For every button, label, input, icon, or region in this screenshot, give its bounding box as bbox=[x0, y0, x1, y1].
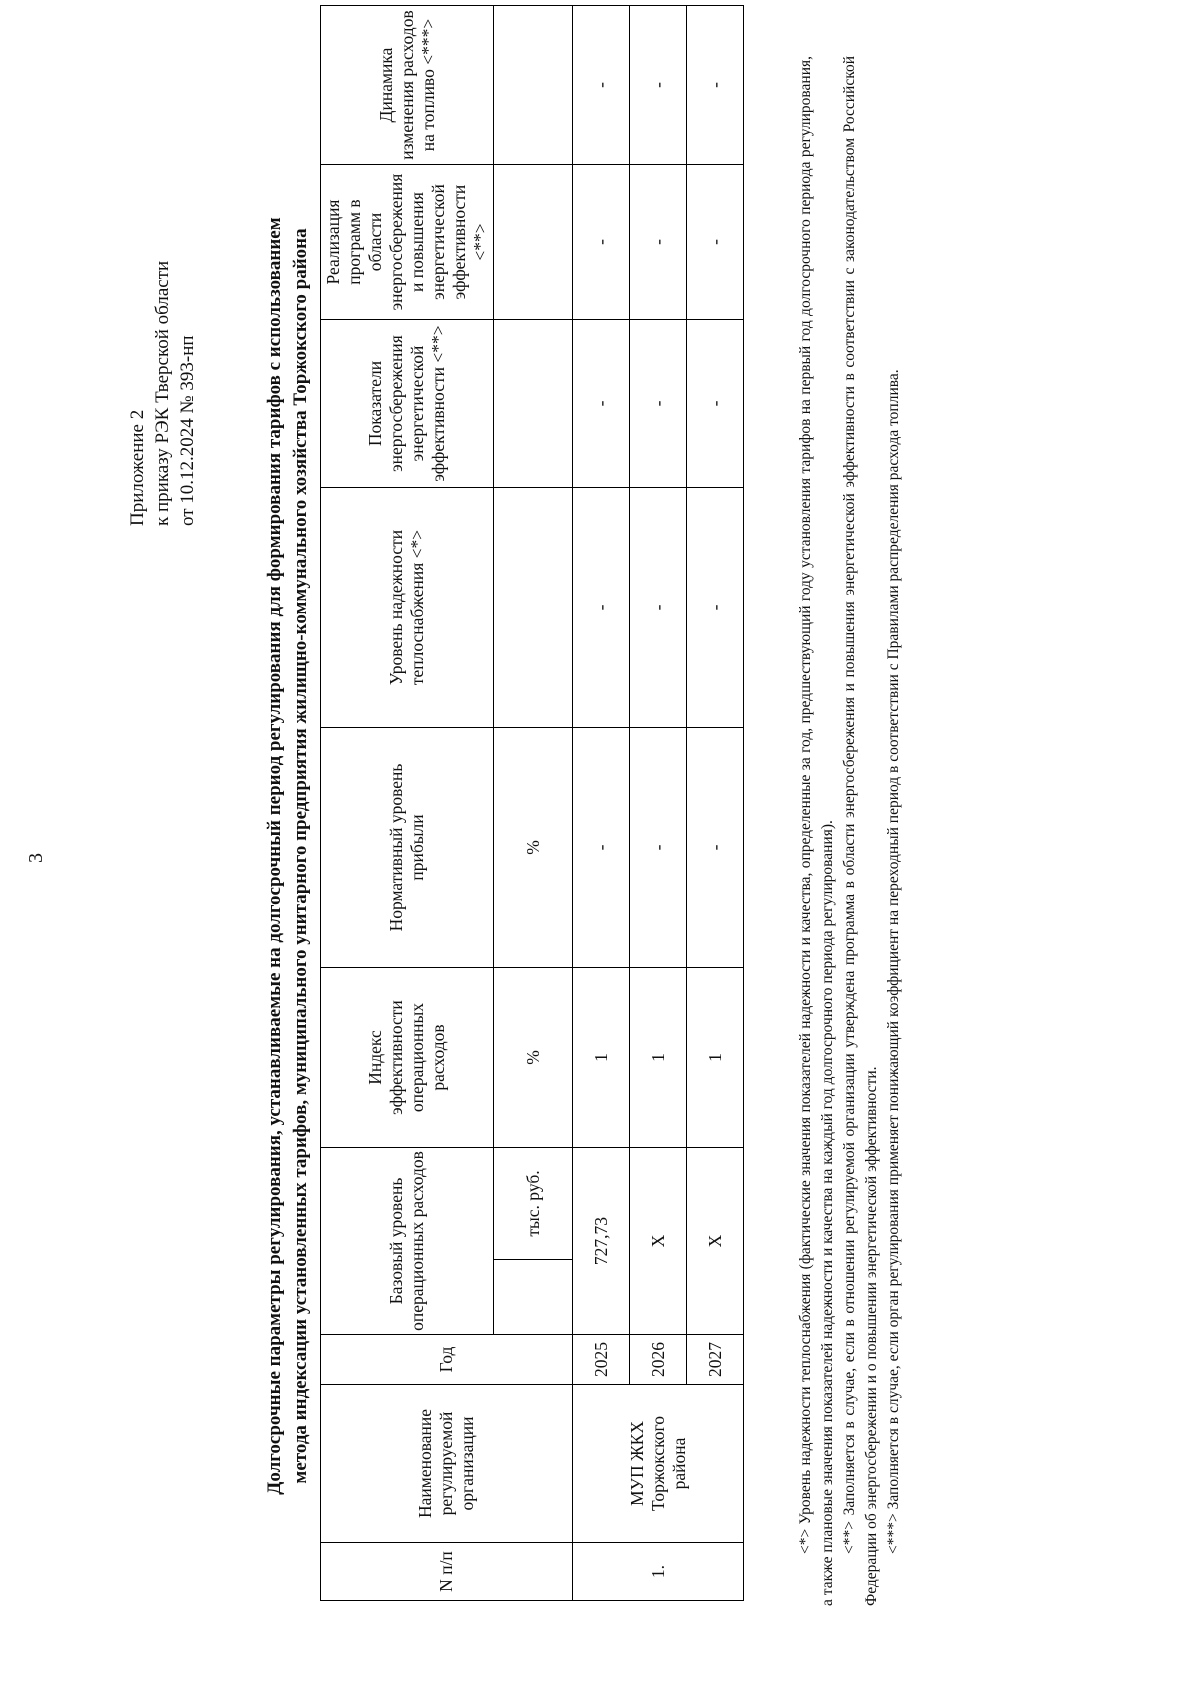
header-energy: Показатели энергосбережения энергетической эффективности <**> bbox=[321, 320, 494, 488]
unit-profit: % bbox=[494, 728, 573, 968]
row-num: 1. bbox=[573, 1543, 744, 1601]
cell-index: 1 bbox=[687, 968, 744, 1148]
page-number: 3 bbox=[25, 853, 47, 863]
unit-base: тыс. руб. bbox=[494, 1148, 573, 1260]
cell-reliability: - bbox=[687, 488, 744, 728]
appendix-line-1: Приложение 2 bbox=[127, 409, 148, 526]
parameters-table bbox=[320, 5, 744, 1601]
cell-energy: - bbox=[573, 320, 630, 488]
header-num: N п/п bbox=[321, 1543, 573, 1601]
footnote-fuel: <***> Заполняется в случае, если орган регулирования применяет понижающий коэффициент на переходный период в соответствии с Правилами распределения расхода топлива. bbox=[885, 369, 902, 1554]
footnote-energy: <**> Заполняется в случае, если в отношении регулируемой организации утверждена программа в области энергосбережения и повышения энергетической эффективности в соответствии с законодательством Российской Федерации об энергосбережении и о повышении энергетической эффективности. bbox=[841, 56, 880, 1606]
appendix-line-2: к приказу РЭК Тверской области bbox=[152, 260, 173, 526]
cell-index: 1 bbox=[630, 968, 687, 1148]
title-line-2: метода индексации установленных тарифов, муниципального унитарного предприятия жилищно-коммунального хозяйства Торжокского района bbox=[290, 228, 311, 1484]
cell-fuel: - bbox=[687, 6, 744, 165]
unit-empty bbox=[494, 6, 573, 165]
cell-base: Х bbox=[630, 1148, 687, 1335]
cell-profit: - bbox=[687, 728, 744, 968]
footnote-reliability: <*> Уровень надежности теплоснабжения (фактические значения показателей надежности и качества, определенные за год, предшествующий году установления тарифов на первый год долгосрочного периода регулирования, а также плановые значения показателей надежности и качества на каждый год долгосрочного периода регулирования). bbox=[797, 56, 836, 1606]
cell-energy: - bbox=[687, 320, 744, 488]
cell-year: 2027 bbox=[687, 1335, 744, 1385]
row-org: МУП ЖКХ Торжокского района bbox=[573, 1385, 744, 1543]
header-base: Базовый уровень операционных расходов bbox=[321, 1148, 494, 1335]
cell-energy: - bbox=[630, 320, 687, 488]
cell-programs: - bbox=[630, 165, 687, 320]
table-row bbox=[573, 6, 630, 1601]
header-year: Год bbox=[321, 1335, 573, 1385]
cell-programs: - bbox=[573, 165, 630, 320]
appendix-block bbox=[125, 246, 200, 526]
cell-programs: - bbox=[687, 165, 744, 320]
cell-base: Х bbox=[687, 1148, 744, 1335]
cell-fuel: - bbox=[573, 6, 630, 165]
table-row bbox=[630, 6, 687, 1601]
header-programs: Реализация программ в области энергосбережения и повышения энергетической эффективности <**> bbox=[321, 165, 494, 320]
unit-base-spacer bbox=[494, 1260, 573, 1335]
header-reliability: Уровень надежности теплоснабжения <*> bbox=[321, 488, 494, 728]
cell-profit: - bbox=[573, 728, 630, 968]
unit-empty bbox=[494, 488, 573, 728]
table-header-row bbox=[321, 6, 494, 1601]
title-line-1: Долгосрочные параметры регулирования, устанавливаемые на долгосрочный период регулирования для формирования тарифов с использованием bbox=[264, 217, 285, 1495]
unit-index: % bbox=[494, 968, 573, 1148]
cell-fuel: - bbox=[630, 6, 687, 165]
header-index: Индекс эффективности операционных расходов bbox=[321, 968, 494, 1148]
header-profit: Нормативный уровень прибыли bbox=[321, 728, 494, 968]
appendix-line-3: от 10.12.2024 № 393-нп bbox=[177, 335, 198, 526]
header-fuel: Динамика изменения расходов на топливо <***> bbox=[321, 6, 494, 165]
cell-profit: - bbox=[630, 728, 687, 968]
unit-empty bbox=[494, 165, 573, 320]
unit-empty bbox=[494, 320, 573, 488]
cell-base: 727,73 bbox=[573, 1148, 630, 1335]
cell-index: 1 bbox=[573, 968, 630, 1148]
cell-year: 2026 bbox=[630, 1335, 687, 1385]
document-title bbox=[262, 136, 314, 1576]
cell-year: 2025 bbox=[573, 1335, 630, 1385]
cell-reliability: - bbox=[573, 488, 630, 728]
footnotes bbox=[795, 56, 905, 1606]
header-org: Наименование регулируемой организации bbox=[321, 1385, 573, 1543]
table-row bbox=[687, 6, 744, 1601]
cell-reliability: - bbox=[630, 488, 687, 728]
